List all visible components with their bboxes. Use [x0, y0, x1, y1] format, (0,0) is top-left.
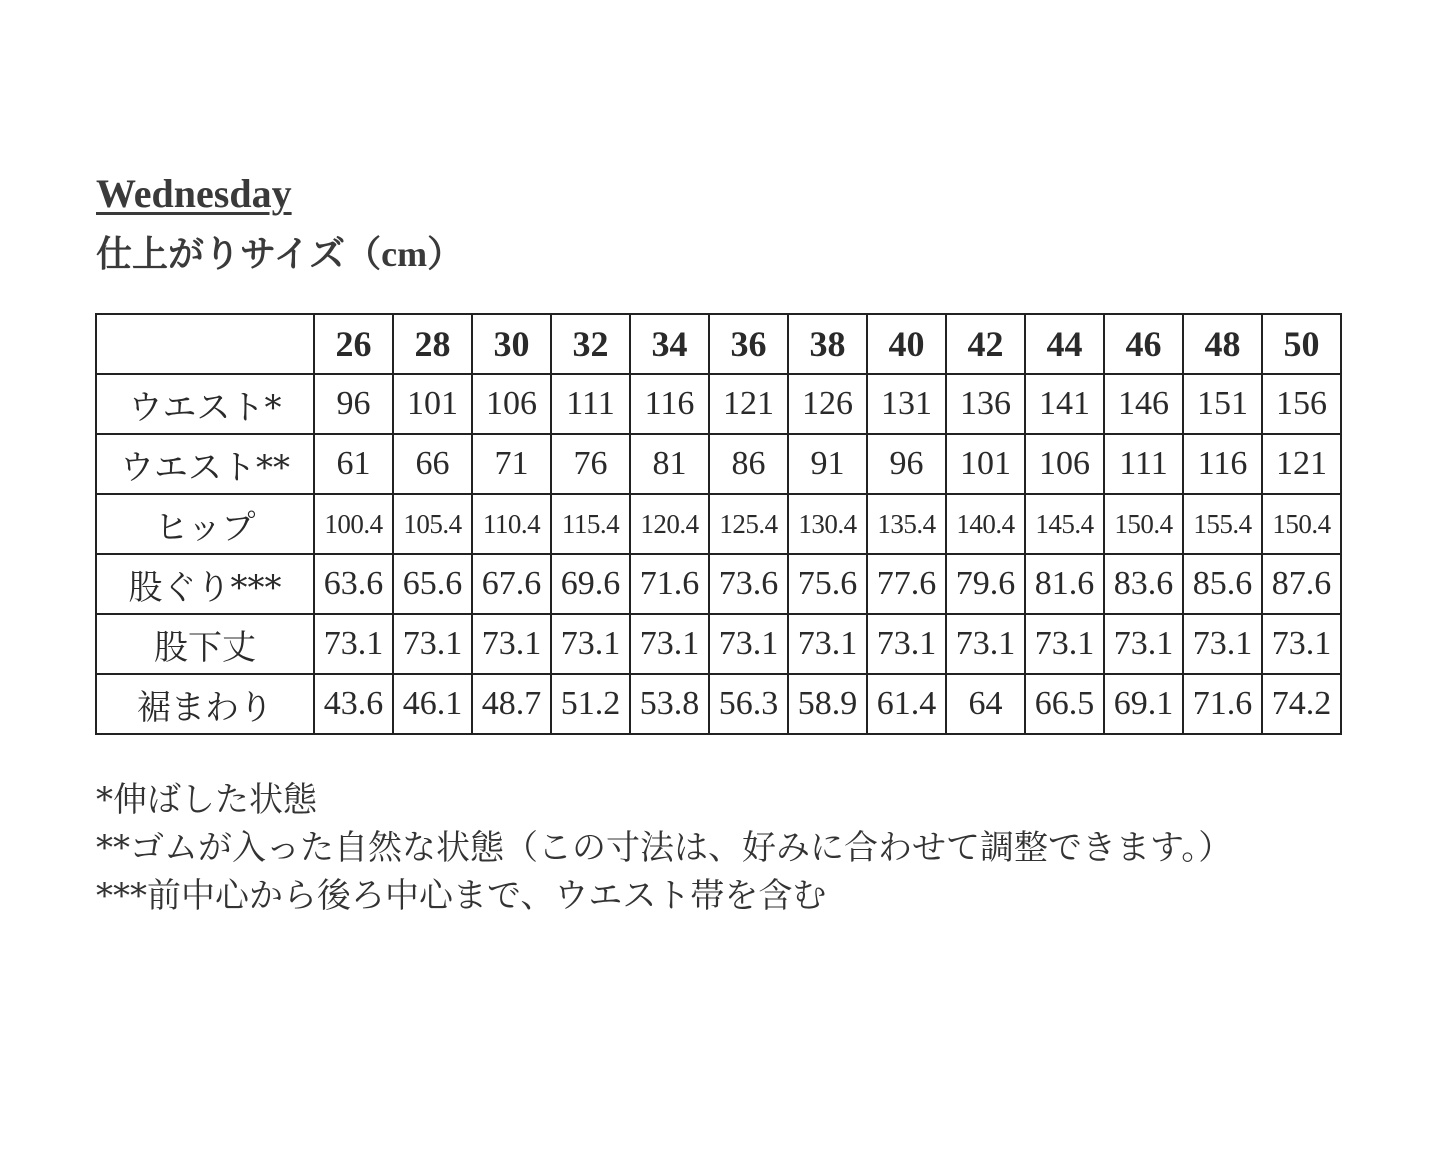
size-header: 50	[1262, 314, 1341, 374]
page-title: Wednesday	[96, 171, 292, 216]
table-cell: 116	[1183, 434, 1262, 494]
table-cell: 73.6	[709, 554, 788, 614]
table-cell: 69.1	[1104, 674, 1183, 734]
table-cell: 140.4	[946, 494, 1025, 554]
table-cell: 74.2	[1262, 674, 1341, 734]
table-cell: 150.4	[1262, 494, 1341, 554]
table-cell: 81	[630, 434, 709, 494]
size-table	[95, 313, 1342, 735]
table-cell: 46.1	[393, 674, 472, 734]
footnote: *伸ばした状態	[96, 780, 317, 820]
table-cell: 121	[709, 374, 788, 434]
table-cell: 105.4	[393, 494, 472, 554]
table-row	[96, 494, 1341, 554]
size-header: 36	[709, 314, 788, 374]
table-cell: 75.6	[788, 554, 867, 614]
table-row	[96, 434, 1341, 494]
table-cell: 63.6	[314, 554, 393, 614]
size-header: 38	[788, 314, 867, 374]
table-cell: 73.1	[709, 614, 788, 674]
table-cell: 48.7	[472, 674, 551, 734]
table-cell: 86	[709, 434, 788, 494]
footnotes	[96, 776, 1232, 920]
table-row	[96, 614, 1341, 674]
row-label: 股下丈	[96, 614, 314, 674]
table-cell: 135.4	[867, 494, 946, 554]
table-cell: 125.4	[709, 494, 788, 554]
table-row	[96, 374, 1341, 434]
size-header: 32	[551, 314, 630, 374]
footnote: **ゴムが入った自然な状態（この寸法は、好みに合わせて調整できます。）	[96, 828, 1233, 868]
table-row	[96, 554, 1341, 614]
size-header: 26	[314, 314, 393, 374]
table-cell: 65.6	[393, 554, 472, 614]
table-cell: 69.6	[551, 554, 630, 614]
table-cell: 73.1	[1104, 614, 1183, 674]
size-header: 34	[630, 314, 709, 374]
table-cell: 85.6	[1183, 554, 1262, 614]
table-cell: 71	[472, 434, 551, 494]
table-cell: 83.6	[1104, 554, 1183, 614]
table-cell: 61.4	[867, 674, 946, 734]
table-cell: 73.1	[393, 614, 472, 674]
table-cell: 130.4	[788, 494, 867, 554]
table-cell: 71.6	[630, 554, 709, 614]
size-header: 46	[1104, 314, 1183, 374]
table-cell: 115.4	[551, 494, 630, 554]
table-cell: 110.4	[472, 494, 551, 554]
size-header: 44	[1025, 314, 1104, 374]
table-corner-cell	[96, 314, 314, 374]
table-cell: 111	[1104, 434, 1183, 494]
table-cell: 73.1	[1183, 614, 1262, 674]
table-cell: 56.3	[709, 674, 788, 734]
size-header: 30	[472, 314, 551, 374]
table-cell: 91	[788, 434, 867, 494]
table-cell: 120.4	[630, 494, 709, 554]
table-header-row	[96, 314, 1341, 374]
table-cell: 121	[1262, 434, 1341, 494]
table-cell: 73.1	[1262, 614, 1341, 674]
row-label: ヒップ	[96, 494, 314, 554]
table-cell: 156	[1262, 374, 1341, 434]
row-label: ウエスト**	[96, 434, 314, 494]
table-cell: 106	[1025, 434, 1104, 494]
table-cell: 73.1	[867, 614, 946, 674]
table-cell: 71.6	[1183, 674, 1262, 734]
table-cell: 77.6	[867, 554, 946, 614]
table-cell: 64	[946, 674, 1025, 734]
table-cell: 73.1	[551, 614, 630, 674]
table-cell: 87.6	[1262, 554, 1341, 614]
table-cell: 53.8	[630, 674, 709, 734]
table-cell: 58.9	[788, 674, 867, 734]
table-cell: 73.1	[472, 614, 551, 674]
size-header: 40	[867, 314, 946, 374]
table-cell: 73.1	[1025, 614, 1104, 674]
table-cell: 96	[867, 434, 946, 494]
footnote: ***前中心から後ろ中心まで、ウエスト帯を含む	[96, 876, 827, 916]
table-row	[96, 674, 1341, 734]
table-cell: 151	[1183, 374, 1262, 434]
table-cell: 73.1	[946, 614, 1025, 674]
table-cell: 101	[946, 434, 1025, 494]
table-cell: 61	[314, 434, 393, 494]
table-cell: 73.1	[630, 614, 709, 674]
size-header: 28	[393, 314, 472, 374]
table-cell: 66.5	[1025, 674, 1104, 734]
table-cell: 146	[1104, 374, 1183, 434]
table-cell: 150.4	[1104, 494, 1183, 554]
table-cell: 126	[788, 374, 867, 434]
table-cell: 96	[314, 374, 393, 434]
table-cell: 67.6	[472, 554, 551, 614]
table-cell: 101	[393, 374, 472, 434]
table-cell: 43.6	[314, 674, 393, 734]
table-cell: 66	[393, 434, 472, 494]
table-cell: 51.2	[551, 674, 630, 734]
table-cell: 73.1	[788, 614, 867, 674]
table-cell: 155.4	[1183, 494, 1262, 554]
table-cell: 81.6	[1025, 554, 1104, 614]
size-header: 48	[1183, 314, 1262, 374]
table-cell: 136	[946, 374, 1025, 434]
table-cell: 116	[630, 374, 709, 434]
table-cell: 131	[867, 374, 946, 434]
table-cell: 141	[1025, 374, 1104, 434]
table-cell: 79.6	[946, 554, 1025, 614]
table-cell: 76	[551, 434, 630, 494]
size-header: 42	[946, 314, 1025, 374]
table-cell: 106	[472, 374, 551, 434]
row-label: 股ぐり***	[96, 554, 314, 614]
table-cell: 100.4	[314, 494, 393, 554]
table-cell: 111	[551, 374, 630, 434]
row-label: 裾まわり	[96, 674, 314, 734]
table-cell: 73.1	[314, 614, 393, 674]
row-label: ウエスト*	[96, 374, 314, 434]
table-cell: 145.4	[1025, 494, 1104, 554]
page-subtitle: 仕上がりサイズ（cm）	[96, 234, 464, 274]
